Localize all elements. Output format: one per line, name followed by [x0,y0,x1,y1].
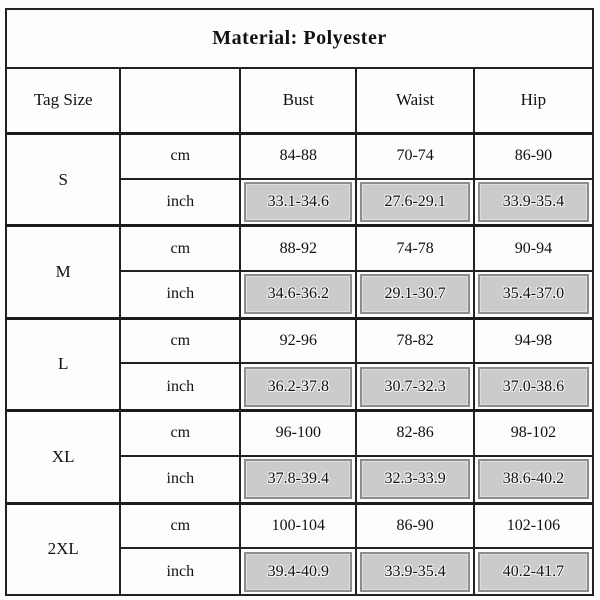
value-cell [356,363,473,410]
size-label-l: L [6,318,120,410]
unit-cm: cm [120,411,240,456]
header-empty-cell [120,68,240,134]
value-cell: 84-88 [240,133,356,178]
value-cell [474,271,593,318]
material-row [6,9,593,68]
header-row [6,68,593,134]
value-cell [240,548,356,595]
unit-inch: inch [120,271,240,318]
value-cell [240,456,356,503]
highlighted-value: 33.9-35.4 [478,182,589,222]
unit-inch: inch [120,179,240,226]
value-cell [356,548,473,595]
highlighted-value: 36.2-37.8 [244,367,352,407]
row-s-cm [6,133,593,178]
highlighted-value: 37.8-39.4 [244,459,352,499]
row-m-cm [6,226,593,271]
highlighted-value: 38.6-40.2 [478,459,589,499]
value-cell: 88-92 [240,226,356,271]
unit-inch: inch [120,456,240,503]
size-chart-table [5,8,594,596]
value-cell: 90-94 [474,226,593,271]
unit-cm: cm [120,133,240,178]
highlighted-value: 33.9-35.4 [360,552,469,592]
value-cell [474,179,593,226]
size-label-2xl: 2XL [6,503,120,595]
value-cell: 100-104 [240,503,356,548]
value-cell: 78-82 [356,318,473,363]
value-cell: 82-86 [356,411,473,456]
row-xl-cm [6,411,593,456]
row-2xl-cm [6,503,593,548]
size-label-xl: XL [6,411,120,503]
value-cell: 74-78 [356,226,473,271]
value-cell [240,179,356,226]
row-l-cm [6,318,593,363]
highlighted-value: 37.0-38.6 [478,367,589,407]
unit-cm: cm [120,226,240,271]
highlighted-value: 27.6-29.1 [360,182,469,222]
size-label-s: S [6,133,120,225]
value-cell: 94-98 [474,318,593,363]
value-cell: 92-96 [240,318,356,363]
highlighted-value: 34.6-36.2 [244,274,352,314]
value-cell: 86-90 [474,133,593,178]
value-cell [474,363,593,410]
highlighted-value: 40.2-41.7 [478,552,589,592]
header-bust: Bust [240,68,356,134]
unit-inch: inch [120,548,240,595]
value-cell: 96-100 [240,411,356,456]
highlighted-value: 33.1-34.6 [244,182,352,222]
highlighted-value: 32.3-33.9 [360,459,469,499]
value-cell [474,548,593,595]
header-hip: Hip [474,68,593,134]
value-cell: 98-102 [474,411,593,456]
value-cell: 70-74 [356,133,473,178]
unit-cm: cm [120,318,240,363]
material-title: Material: Polyester [6,9,593,68]
value-cell: 86-90 [356,503,473,548]
value-cell [356,179,473,226]
header-tag-size: Tag Size [6,68,120,134]
value-cell [240,363,356,410]
size-label-m: M [6,226,120,318]
highlighted-value: 39.4-40.9 [244,552,352,592]
highlighted-value: 30.7-32.3 [360,367,469,407]
value-cell [356,456,473,503]
value-cell [240,271,356,318]
value-cell: 102-106 [474,503,593,548]
size-chart [5,8,594,596]
value-cell [356,271,473,318]
highlighted-value: 35.4-37.0 [478,274,589,314]
unit-inch: inch [120,363,240,410]
highlighted-value: 29.1-30.7 [360,274,469,314]
value-cell [474,456,593,503]
header-waist: Waist [356,68,473,134]
unit-cm: cm [120,503,240,548]
